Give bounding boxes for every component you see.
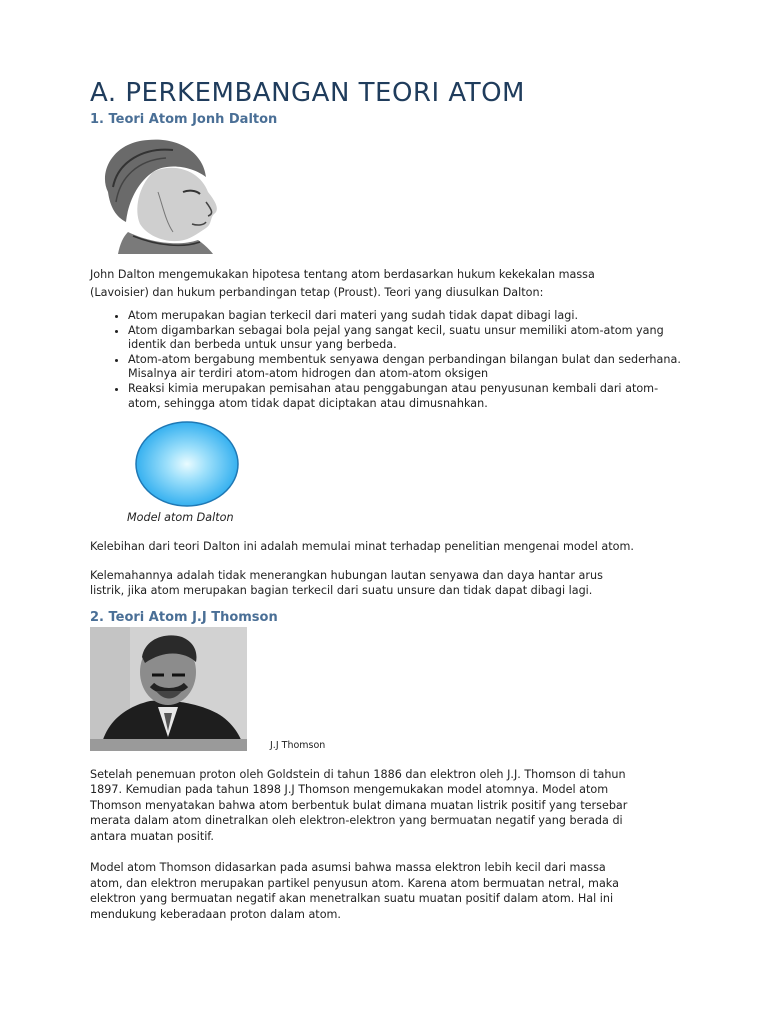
dalton-model-sphere: [133, 420, 241, 508]
list-item: • Atom-atom bergabung membentuk senyawa dengan perbandingan bilangan bulat dan sederhana. Misalnya air terdiri atom-atom hidrogen dan atom-atom oksigen: [128, 353, 688, 382]
dalton-intro-line-2: (Lavoisier) dan hukum perbandingan tetap (Proust). Teori yang diusulkan Dalton:: [90, 286, 544, 299]
list-item: • Atom digambarkan sebagai bola pejal yang sangat kecil, suatu unsur memiliki atom-atom yang identik dan berbeda untuk unsur yang berbeda.: [128, 324, 688, 353]
paragraph-line: atom, dan elektron merupakan partikel penyusun atom. Karena atom bermuatan netral, maka: [90, 877, 619, 890]
paragraph-line: elektron yang bermuatan negatif akan menetralkan suatu muatan positif dalam atom. Hal ini: [90, 892, 614, 905]
dalton-intro-line-1: John Dalton mengemukakan hipotesa tentang atom berdasarkan hukum kekekalan massa: [90, 268, 595, 281]
dalton-portrait-image: [88, 132, 238, 254]
paragraph-line: mendukung keberadaan proton dalam atom.: [90, 908, 341, 921]
section-heading-thomson: 2. Teori Atom J.J Thomson: [90, 610, 278, 625]
section-heading-dalton: 1. Teori Atom Jonh Dalton: [90, 112, 278, 127]
paragraph-line: merata dalam atom dinetralkan oleh elektron-elektron yang bermuatan negatif yang berada di: [90, 814, 623, 827]
paragraph-line: Thomson menyatakan bahwa atom berbentuk bulat dimana muatan listrik positif yang tersebar: [90, 799, 628, 812]
list-item: • Reaksi kimia merupakan pemisahan atau penggabungan atau penyusunan kembali dari atom-atom, sehingga atom tidak dapat diciptakan atau dimusnahkan.: [128, 382, 688, 411]
paragraph-line: Model atom Thomson didasarkan pada asumsi bahwa massa elektron lebih kecil dari massa: [90, 861, 606, 874]
page-title: A. PERKEMBANGAN TEORI ATOM: [90, 78, 525, 108]
paragraph-line: antara muatan positif.: [90, 830, 214, 843]
list-item: • Atom merupakan bagian terkecil dari materi yang sudah tidak dapat dibagi lagi.: [128, 309, 688, 324]
paragraph-line: 1897. Kemudian pada tahun 1898 J.J Thomson mengemukakan model atomnya. Model atom: [90, 783, 609, 796]
dalton-weakness-line-2: listrik, jika atom merupakan bagian terkecil dari suatu unsure dan tidak dapat dibagi lagi.: [90, 584, 593, 597]
thomson-photo-caption: J.J Thomson: [270, 740, 326, 751]
thomson-photo-image: [90, 627, 247, 751]
dalton-figure-caption: Model atom Dalton: [127, 511, 234, 524]
dalton-weakness-line-1: Kelemahannya adalah tidak menerangkan hubungan lautan senyawa dan daya hantar arus: [90, 569, 603, 582]
dalton-postulates-list: [110, 309, 688, 411]
dalton-advantage: Kelebihan dari teori Dalton ini adalah memulai minat terhadap penelitian mengenai model atom.: [90, 540, 634, 553]
paragraph-line: Setelah penemuan proton oleh Goldstein di tahun 1886 dan elektron oleh J.J. Thomson di tahun: [90, 768, 626, 781]
